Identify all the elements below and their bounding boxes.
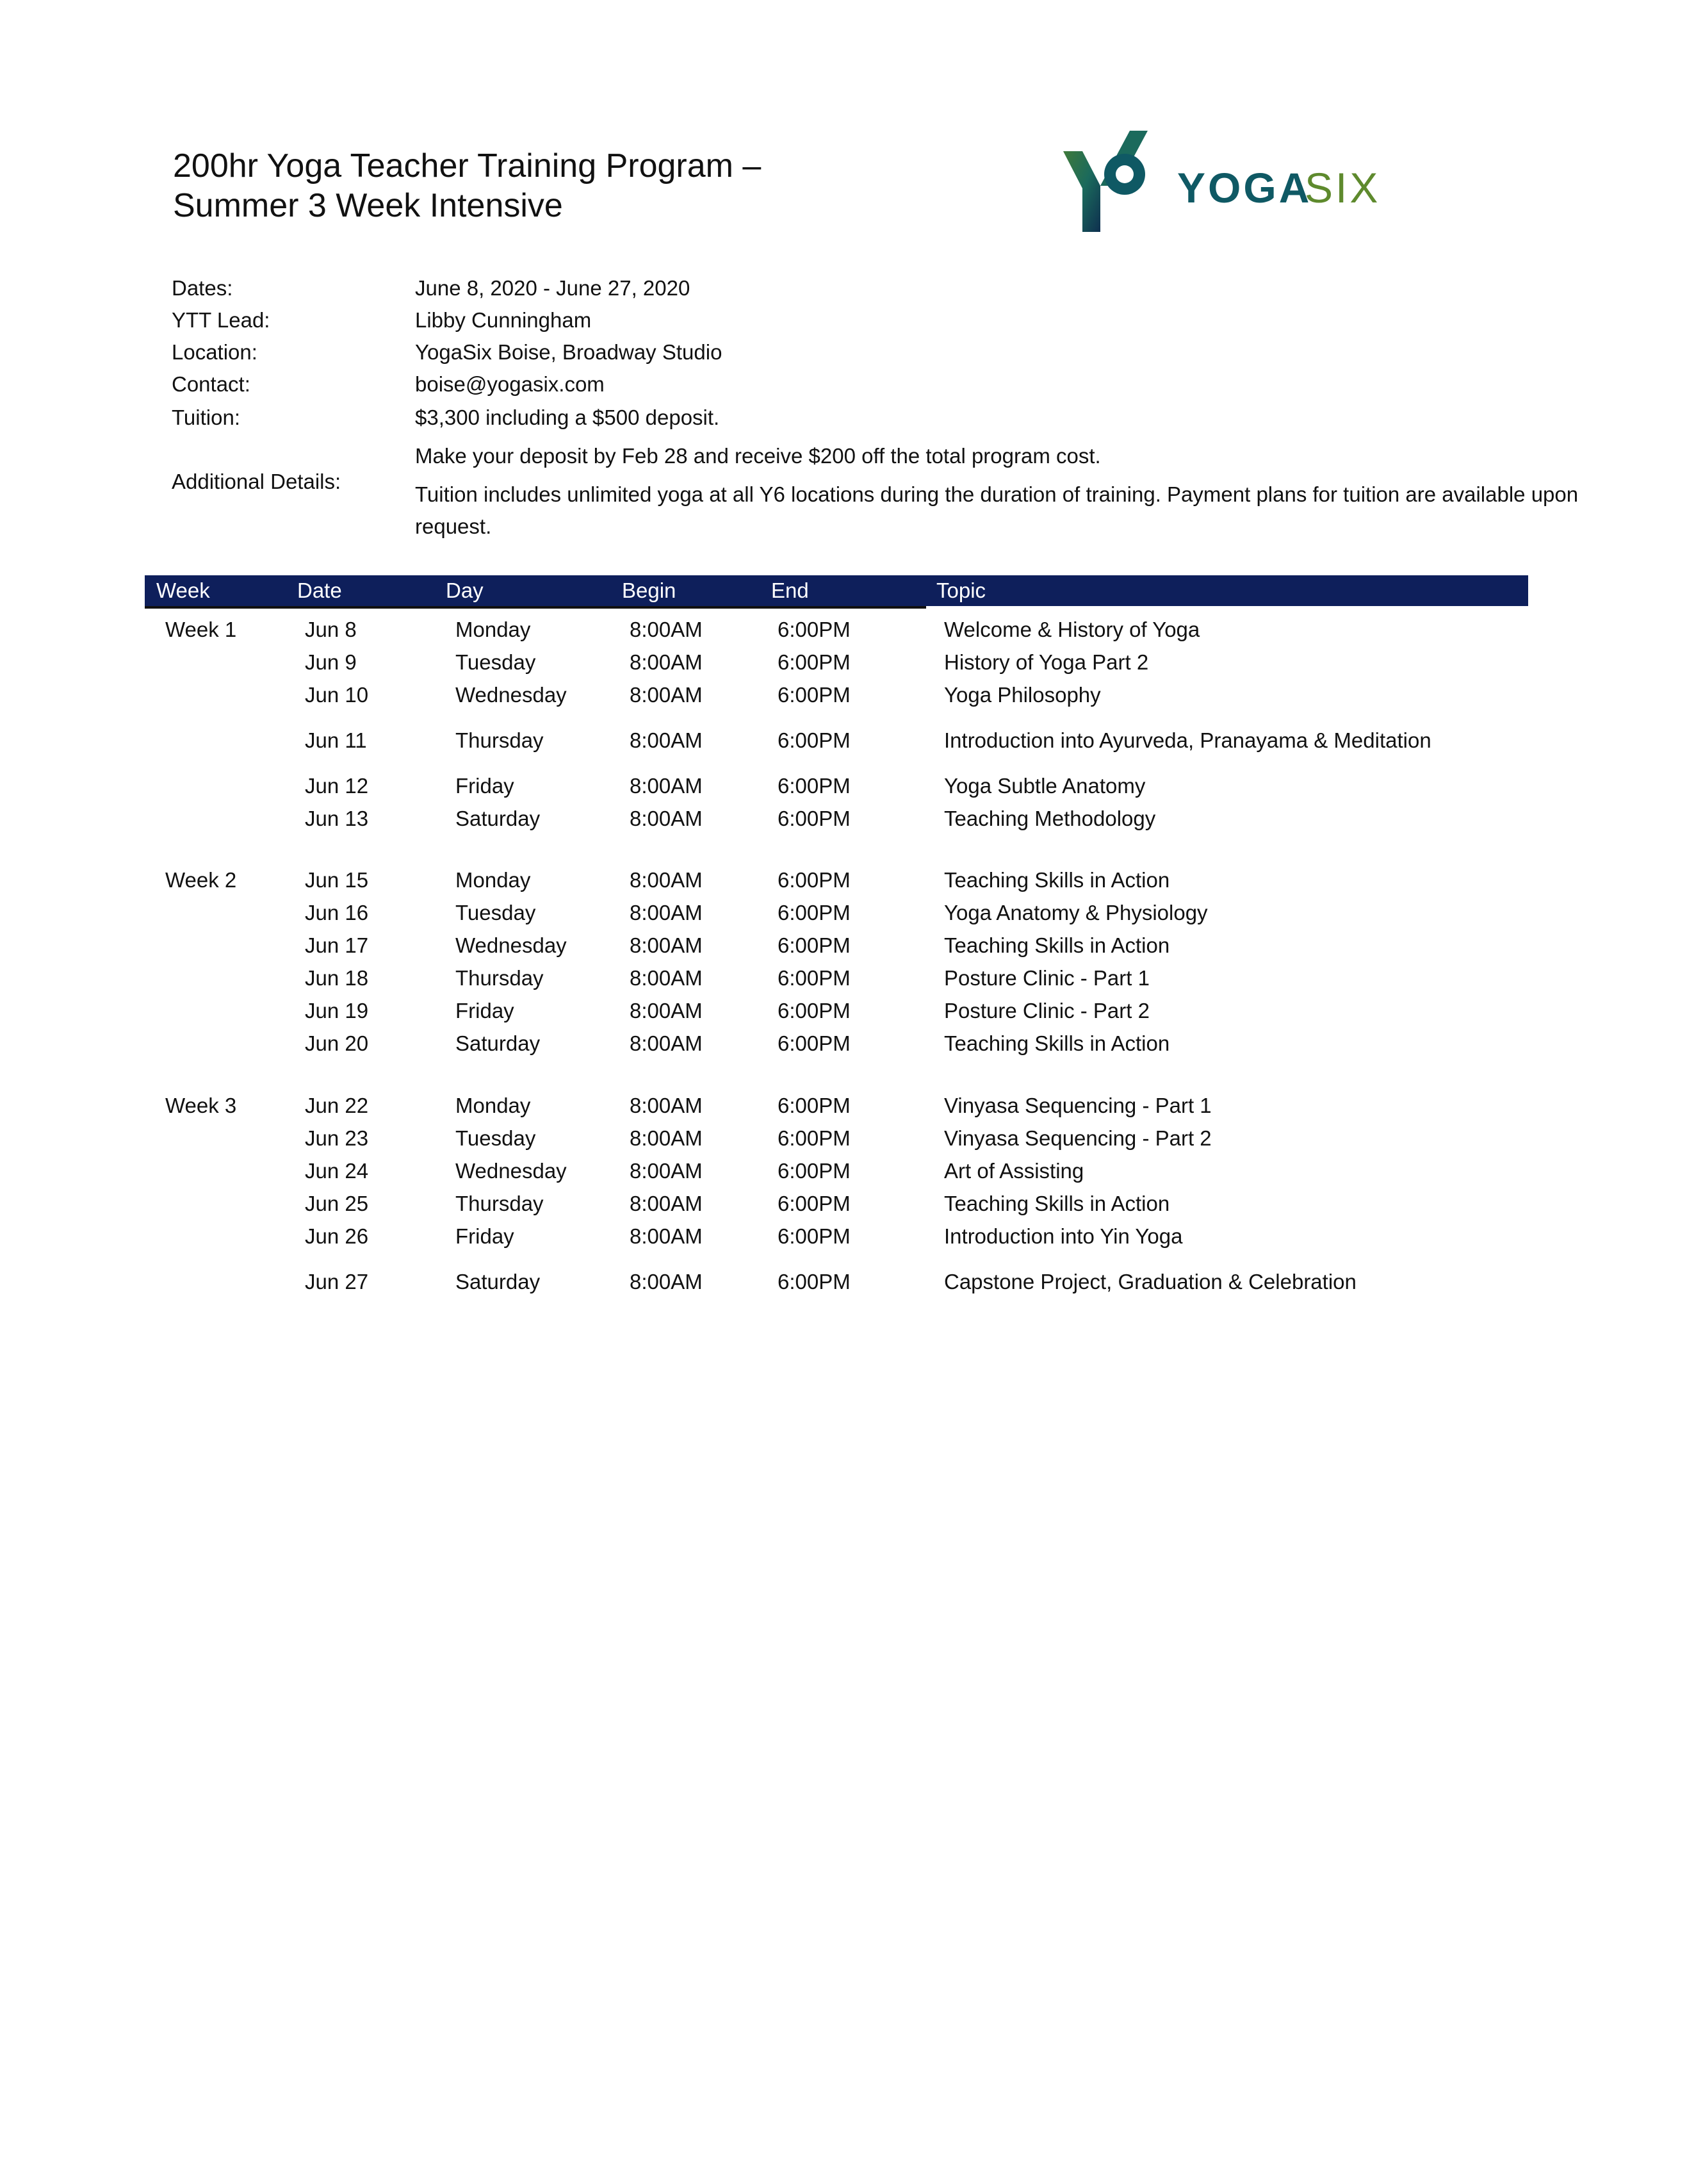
table-row	[145, 962, 1528, 994]
cell-begin: 8:00AM	[630, 807, 703, 830]
cell-topic: Yoga Subtle Anatomy	[944, 774, 1146, 798]
cell-begin: 8:00AM	[630, 868, 703, 892]
table-row	[145, 725, 1528, 757]
cell-day: Tuesday	[455, 1126, 536, 1150]
table-row	[145, 1220, 1528, 1252]
cell-begin: 8:00AM	[630, 901, 703, 924]
cell-day: Saturday	[455, 807, 541, 830]
page-title	[173, 146, 761, 226]
cell-topic: Vinyasa Sequencing - Part 2	[944, 1126, 1212, 1150]
cell-day: Wednesday	[455, 933, 567, 957]
table-row	[145, 1188, 1528, 1220]
cell-begin: 8:00AM	[630, 1159, 703, 1183]
cell-week: Week 1	[165, 618, 237, 641]
cell-date: Jun 13	[305, 807, 369, 830]
info-dates-label: Dates:	[172, 276, 233, 300]
cell-topic: Teaching Skills in Action	[944, 1192, 1170, 1215]
cell-date: Jun 25	[305, 1192, 369, 1215]
info-tuition-value: $3,300 including a $500 deposit.	[415, 406, 720, 429]
table-row	[145, 646, 1528, 678]
table-row	[145, 897, 1528, 929]
title-line-2: Summer 3 Week Intensive	[173, 187, 563, 224]
cell-date: Jun 24	[305, 1159, 369, 1183]
cell-date: Jun 20	[305, 1031, 369, 1055]
cell-topic: Yoga Anatomy & Physiology	[944, 901, 1208, 924]
cell-begin: 8:00AM	[630, 1192, 703, 1215]
cell-begin: 8:00AM	[630, 618, 703, 641]
cell-topic: Posture Clinic - Part 1	[944, 966, 1150, 990]
header-week: Week	[156, 579, 210, 602]
info-tuition-label: Tuition:	[172, 406, 240, 429]
cell-begin: 8:00AM	[630, 933, 703, 957]
cell-begin: 8:00AM	[630, 683, 703, 707]
cell-date: Jun 9	[305, 650, 357, 674]
cell-day: Thursday	[455, 966, 544, 990]
cell-end: 6:00PM	[778, 1159, 851, 1183]
table-row	[145, 995, 1528, 1027]
table-row	[145, 1122, 1528, 1154]
table-row	[145, 679, 1528, 711]
cell-topic: Teaching Skills in Action	[944, 1031, 1170, 1055]
table-row	[145, 803, 1528, 835]
info-dates-value: June 8, 2020 - June 27, 2020	[415, 276, 690, 300]
cell-day: Monday	[455, 868, 531, 892]
cell-end: 6:00PM	[778, 1094, 851, 1117]
cell-date: Jun 15	[305, 868, 369, 892]
cell-end: 6:00PM	[778, 1126, 851, 1150]
cell-date: Jun 22	[305, 1094, 369, 1117]
cell-begin: 8:00AM	[630, 1031, 703, 1055]
table-row	[145, 614, 1528, 646]
cell-end: 6:00PM	[778, 999, 851, 1022]
info-lead-label: YTT Lead:	[172, 308, 270, 332]
cell-begin: 8:00AM	[630, 1126, 703, 1150]
cell-begin: 8:00AM	[630, 728, 703, 752]
info-additional-value: Tuition includes unlimited yoga at all Y6 locations during the duration of training. Payment plans for tuition are available upon request.	[415, 482, 1579, 538]
cell-date: Jun 17	[305, 933, 369, 957]
cell-topic: Teaching Skills in Action	[944, 868, 1170, 892]
cell-week: Week 2	[165, 868, 237, 892]
cell-topic: Introduction into Ayurveda, Pranayama & Meditation	[944, 728, 1431, 752]
cell-begin: 8:00AM	[630, 1270, 703, 1293]
cell-end: 6:00PM	[778, 901, 851, 924]
cell-day: Wednesday	[455, 1159, 567, 1183]
table-row	[145, 1155, 1528, 1187]
cell-date: Jun 16	[305, 901, 369, 924]
header-day: Day	[446, 579, 484, 602]
table-row	[145, 864, 1528, 896]
cell-end: 6:00PM	[778, 868, 851, 892]
header-topic: Topic	[936, 579, 986, 602]
cell-end: 6:00PM	[778, 966, 851, 990]
title-line-1: 200hr Yoga Teacher Training Program –	[173, 147, 762, 185]
cell-date: Jun 27	[305, 1270, 369, 1293]
table-row	[145, 930, 1528, 962]
brand-suffix: SIX	[1305, 164, 1381, 211]
cell-end: 6:00PM	[778, 1224, 851, 1248]
cell-end: 6:00PM	[778, 774, 851, 798]
cell-topic: Posture Clinic - Part 2	[944, 999, 1150, 1022]
schedule-header	[145, 575, 1528, 606]
cell-begin: 8:00AM	[630, 999, 703, 1022]
cell-end: 6:00PM	[778, 1192, 851, 1215]
header-begin: Begin	[622, 579, 676, 602]
cell-topic: Vinyasa Sequencing - Part 1	[944, 1094, 1212, 1117]
cell-date: Jun 10	[305, 683, 369, 707]
cell-day: Thursday	[455, 728, 544, 752]
cell-day: Saturday	[455, 1031, 541, 1055]
info-deposit-note: Make your deposit by Feb 28 and receive $200 off the total program cost.	[415, 444, 1101, 468]
cell-topic: Yoga Philosophy	[944, 683, 1101, 707]
cell-end: 6:00PM	[778, 1031, 851, 1055]
info-contact-value: boise@yogasix.com	[415, 372, 605, 396]
cell-end: 6:00PM	[778, 650, 851, 674]
cell-topic: Capstone Project, Graduation & Celebration	[944, 1270, 1357, 1293]
cell-topic: History of Yoga Part 2	[944, 650, 1149, 674]
cell-end: 6:00PM	[778, 933, 851, 957]
cell-day: Thursday	[455, 1192, 544, 1215]
cell-day: Friday	[455, 774, 514, 798]
cell-begin: 8:00AM	[630, 1224, 703, 1248]
cell-day: Wednesday	[455, 683, 567, 707]
cell-end: 6:00PM	[778, 618, 851, 641]
table-row	[145, 1090, 1528, 1122]
info-location-label: Location:	[172, 340, 257, 364]
cell-topic: Introduction into Yin Yoga	[944, 1224, 1183, 1248]
info-additional-label: Additional Details:	[172, 470, 341, 493]
table-row	[145, 1028, 1528, 1060]
cell-end: 6:00PM	[778, 728, 851, 752]
cell-day: Tuesday	[455, 650, 536, 674]
brand-prefix: YOGA	[1177, 164, 1312, 211]
cell-topic: Art of Assisting	[944, 1159, 1084, 1183]
cell-date: Jun 12	[305, 774, 369, 798]
cell-date: Jun 23	[305, 1126, 369, 1150]
info-location-value: YogaSix Boise, Broadway Studio	[415, 340, 722, 364]
cell-day: Tuesday	[455, 901, 536, 924]
header-divider	[145, 606, 926, 609]
cell-date: Jun 18	[305, 966, 369, 990]
cell-begin: 8:00AM	[630, 1094, 703, 1117]
table-row	[145, 1266, 1528, 1298]
cell-date: Jun 19	[305, 999, 369, 1022]
cell-topic: Teaching Skills in Action	[944, 933, 1170, 957]
table-row	[145, 770, 1528, 802]
cell-week: Week 3	[165, 1094, 237, 1117]
header-end: End	[771, 579, 809, 602]
cell-date: Jun 11	[305, 728, 367, 752]
info-lead-value: Libby Cunningham	[415, 308, 592, 332]
cell-begin: 8:00AM	[630, 966, 703, 990]
cell-end: 6:00PM	[778, 1270, 851, 1293]
cell-date: Jun 26	[305, 1224, 369, 1248]
cell-day: Monday	[455, 618, 531, 641]
cell-end: 6:00PM	[778, 807, 851, 830]
cell-topic: Welcome & History of Yoga	[944, 618, 1200, 641]
cell-begin: 8:00AM	[630, 650, 703, 674]
yogasix-logo	[1063, 127, 1396, 236]
cell-begin: 8:00AM	[630, 774, 703, 798]
header-date: Date	[297, 579, 342, 602]
cell-day: Saturday	[455, 1270, 541, 1293]
cell-end: 6:00PM	[778, 683, 851, 707]
cell-day: Friday	[455, 1224, 514, 1248]
cell-day: Friday	[455, 999, 514, 1022]
y6-mark-icon	[1063, 131, 1148, 232]
cell-topic: Teaching Methodology	[944, 807, 1156, 830]
cell-day: Monday	[455, 1094, 531, 1117]
cell-date: Jun 8	[305, 618, 357, 641]
info-contact-label: Contact:	[172, 372, 250, 396]
